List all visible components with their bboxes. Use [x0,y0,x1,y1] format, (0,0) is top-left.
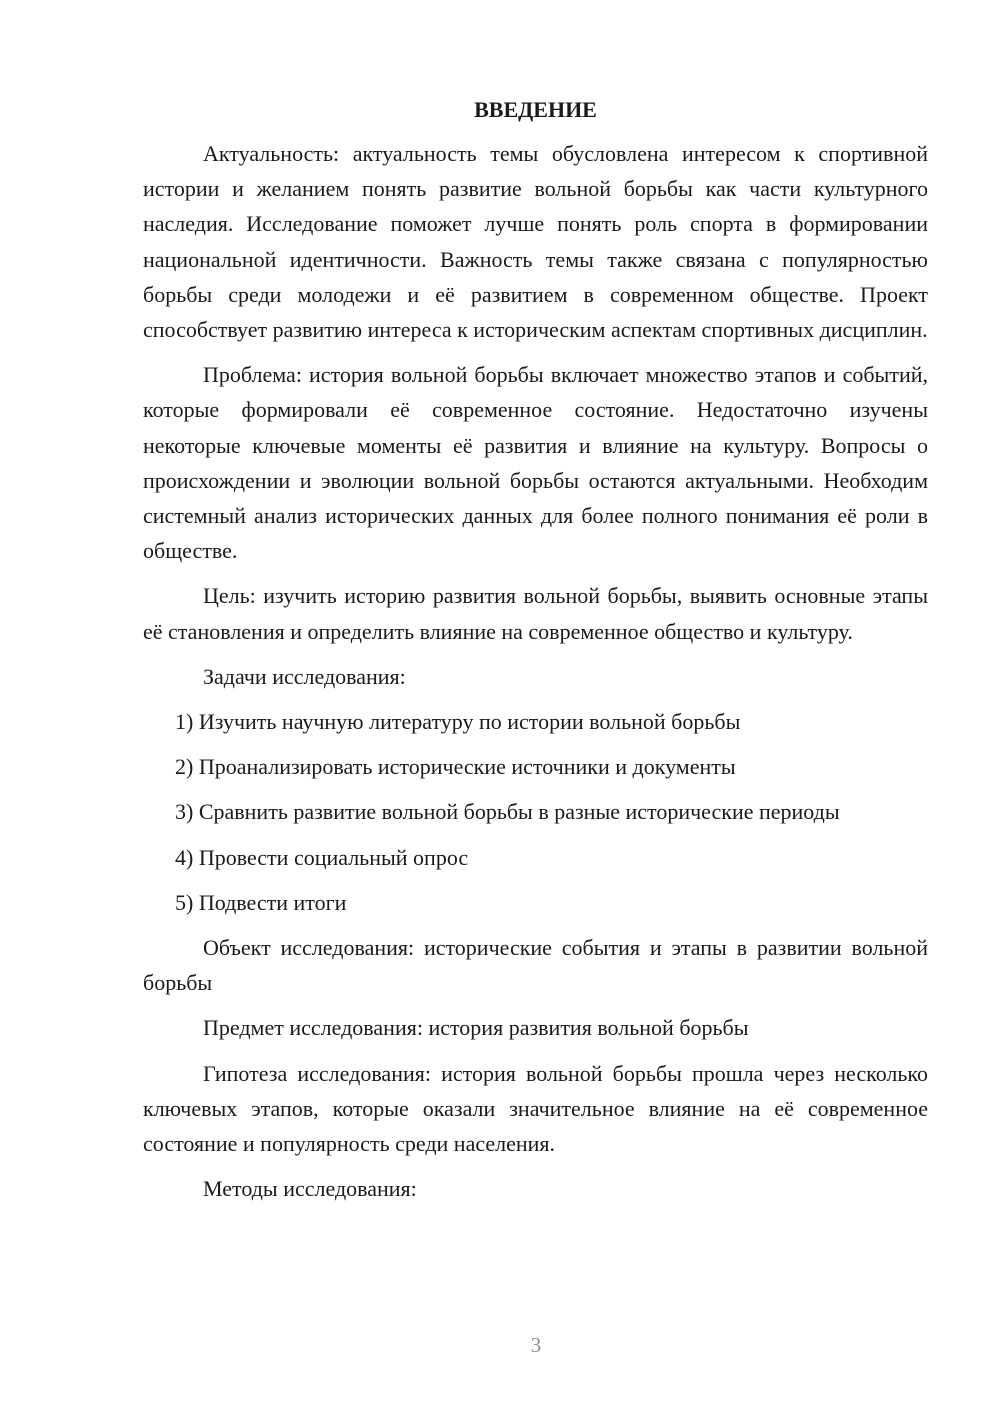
task-item-5: 5) Подвести итоги [175,889,347,915]
tasks-label: Задачи исследования: [203,663,406,689]
task-item-4: 4) Провести социальный опрос [175,844,469,870]
hypothesis-paragraph: Гипотеза исследования: история вольной борьбы прошла через несколько ключевых этапов, которые оказали значительное влияние на её современное состояние и популярность среди населения. [143,1060,928,1157]
task-item-2: 2) Проанализировать исторические источники и документы [175,754,736,780]
problem-paragraph: Проблема: история вольной борьбы включает множество этапов и событий, которые формировали её современное состояние. Недостаточно изучены некоторые ключевые моменты её развития и влияние на культуру. Вопросы о происхождении и эволюции вольной борьбы остаются актуальными. Необходим системный анализ исторических данных для более полного понимания её роли в обществе. [143,362,928,564]
relevance-paragraph: Актуальность: актуальность темы обусловлена интересом к спортивной истории и желанием понять развитие вольной борьбы как части культурного наследия. Исследование поможет лучше понять роль спорта в формировании национальной идентичности. Важность темы также связана с популярностью борьбы среди молодежи и её развитием в современном обществе. Проект способствует развитию интереса к историческим аспектам спортивных дисциплин. [143,141,928,343]
subject-paragraph: Предмет исследования: история развития вольной борьбы [203,1015,749,1041]
task-item-1: 1) Изучить научную литературу по истории вольной борьбы [175,709,741,735]
page-content [143,92,928,1216]
methods-label: Методы исследования: [203,1176,417,1202]
page-number: 3 [530,1333,542,1357]
tasks-list [143,704,928,920]
goal-paragraph: Цель: изучить историю развития вольной борьбы, выявить основные этапы её становления и определить влияние на современное общество и культуру. [143,583,928,644]
object-paragraph: Объект исследования: исторические события и этапы в развитии вольной борьбы [143,935,928,996]
page-title: ВВЕДЕНИЕ [474,97,597,122]
task-item-3: 3) Сравнить развитие вольной борьбы в разные исторические периоды [175,799,840,825]
